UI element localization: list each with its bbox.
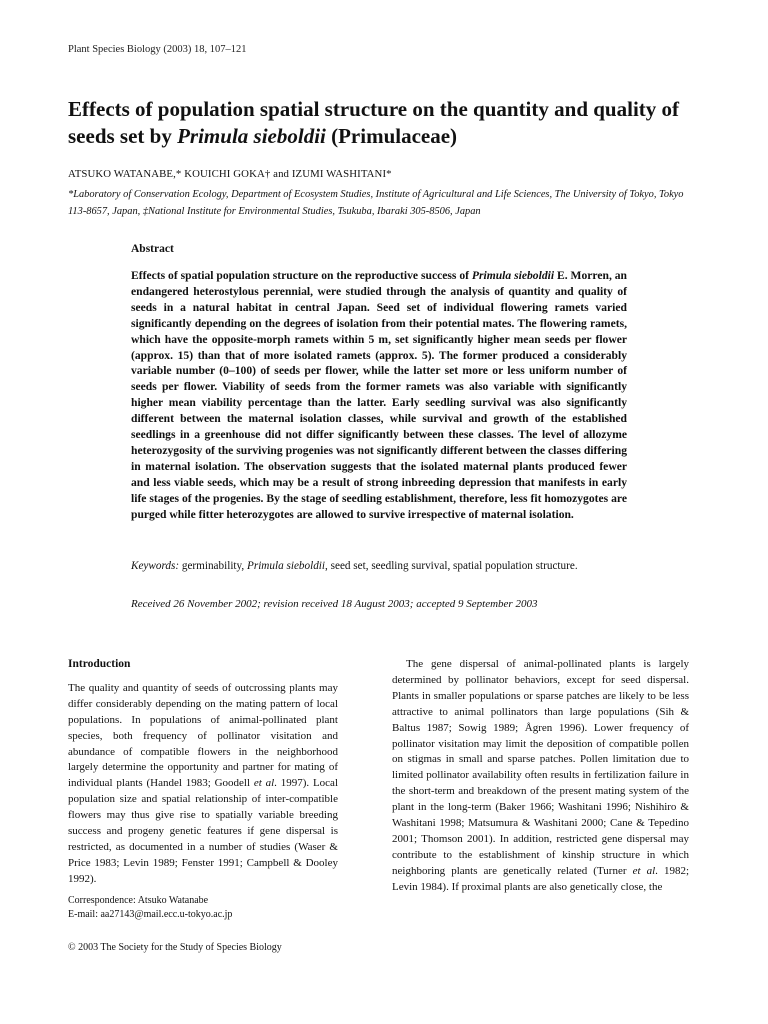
keywords <box>131 559 627 575</box>
keywords-species: Primula sieboldii <box>247 560 326 572</box>
intro-p1-text-a: The quality and quantity of seeds of outcrossing plants may differ considerably depending on the mating pattern of local populations. In populations of animal-pollinated plant species, both frequency of pollinator visitation and abundance of compatible flowers in the neighborhood largely determine the opportunity and partner for mating of individual plants (Handel 1983; Goodell <box>68 681 338 790</box>
title-part-1: Effects of population spatial structure on the quantity and quality of seeds set by <box>68 97 680 148</box>
abstract-lead: Effects of spatial population structure on the reproductive success of <box>131 269 472 282</box>
intro-p2-text-a: The gene dispersal of animal-pollinated plants is largely determined by pollinator behaviors, except for seed dispersal. Plants in smaller populations or sparse patches are likely to be less attractive to animal pollinators than large populations (Sih & Baltus 1987; Sowig 1989; Ågren 1996). Lower frequency of pollinator visitation may limit the deposition of compatible pollen on stigmas in small and sparse patches. Pollen limitation due to limited pollinator availability often results in fertilization failure in the short-term and breakdown of the present mating system of the plant in the long-term (Baker 1966; Washitani 1996; Nishihiro & Washitani 1998; Matsumura & Washitani 2000; Cane & Tepedino 2001; Thomson 2001). In addition, restricted gene dispersal may contribute to the establishment of kinship structure in which neighboring plants are genetically related (Turner <box>392 658 689 877</box>
intro-p1-et-al: et al <box>253 777 275 790</box>
abstract-text: E. Morren, an endangered heterostylous perennial, were studied through the analysis of quantity and quality of seeds in a natural habitat in central Japan. Seed set of individual flowering ramets varied significantly depending on the degrees of isolation from their potential mates. The flowering ramets, which have the opposite-morph ramets within 5 m, set significantly higher mean seeds per flower (approx. 15) than that of more isolated ramets (approx. 5). The former produced a considerably variable number (0–100) of seeds per flower, while the latter set more or less uniform number of seeds per flower. Viability of seeds from the former ramets was also variable with significantly higher mean viability percentage than the latter. Early seedling survival was also significantly different between the maternal isolation classes, while survival and growth of the established seedlings in a greenhouse did not differ significantly between these classes. The level of allozyme heterozygosity of the surviving progenies was not significantly different between the classes differing in maternal isolation. The observation suggests that the isolated maternal plants produced fewer and less viable seeds, which may be a result of strong inbreeding depression that manifests in early life stages of the progenies. By the stage of seedling establishment, therefore, less fit homozygotes are purged while fitter heterozygotes are allowed to survive irrespective of maternal isolation. <box>131 269 628 521</box>
correspondence <box>68 894 232 922</box>
affiliation: *Laboratory of Conservation Ecology, Department of Ecosystem Studies, Institute of Agricultural and Life Sciences, The University of Tokyo, Tokyo 113-8657, Japan, ‡National Institute for Environmental Studies, Tsukuba, Ibaraki 305-8506, Japan <box>68 189 684 217</box>
correspondence-email: E-mail: aa27143@mail.ecc.u-tokyo.ac.jp <box>68 909 233 920</box>
abstract-body <box>131 268 627 523</box>
keywords-label: Keywords: <box>131 560 180 572</box>
intro-p2-text-b: . 1982; Levin 1984). If proximal plants are also genetically close, the <box>392 864 690 893</box>
introduction-left-column <box>68 657 338 888</box>
introduction-paragraph-1 <box>68 681 338 888</box>
abstract-species: Primula sieboldii <box>471 269 555 282</box>
article-title <box>68 96 708 150</box>
intro-p1-text-b: . 1997). Local population size and spatial relationship of inter-compatible flowers may thus give rise to spatially variable breeding success and progeny genetic features if gene dispersal is restricted, as documented in a number of studies (Waser & Price 1983; Levin 1989; Fenster 1991; Campbell & Dooley 1992). <box>68 777 338 885</box>
title-part-2: (Primulaceae) <box>325 124 458 148</box>
keywords-part-1: germinability, <box>179 560 248 572</box>
received-dates: Received 26 November 2002; revision received 18 August 2003; accepted 9 September 2003 <box>131 598 538 610</box>
introduction-heading: Introduction <box>68 658 131 670</box>
author-list: ATSUKO WATANABE,* KOUICHI GOKA† and IZUMI WASHITANI* <box>68 168 392 180</box>
copyright-notice: © 2003 The Society for the Study of Species Biology <box>68 942 282 953</box>
keywords-part-2: , seed set, seedling survival, spatial population structure. <box>325 560 578 572</box>
intro-p2-et-al: et al <box>632 864 656 877</box>
title-species: Primula sieboldii <box>177 124 326 148</box>
correspondence-name: Correspondence: Atsuko Watanabe <box>68 895 209 906</box>
journal-citation: Plant Species Biology (2003) 18, 107–121 <box>68 44 247 55</box>
introduction-paragraph-2 <box>392 657 689 896</box>
introduction-right-column <box>392 657 689 896</box>
abstract-heading: Abstract <box>131 243 174 255</box>
